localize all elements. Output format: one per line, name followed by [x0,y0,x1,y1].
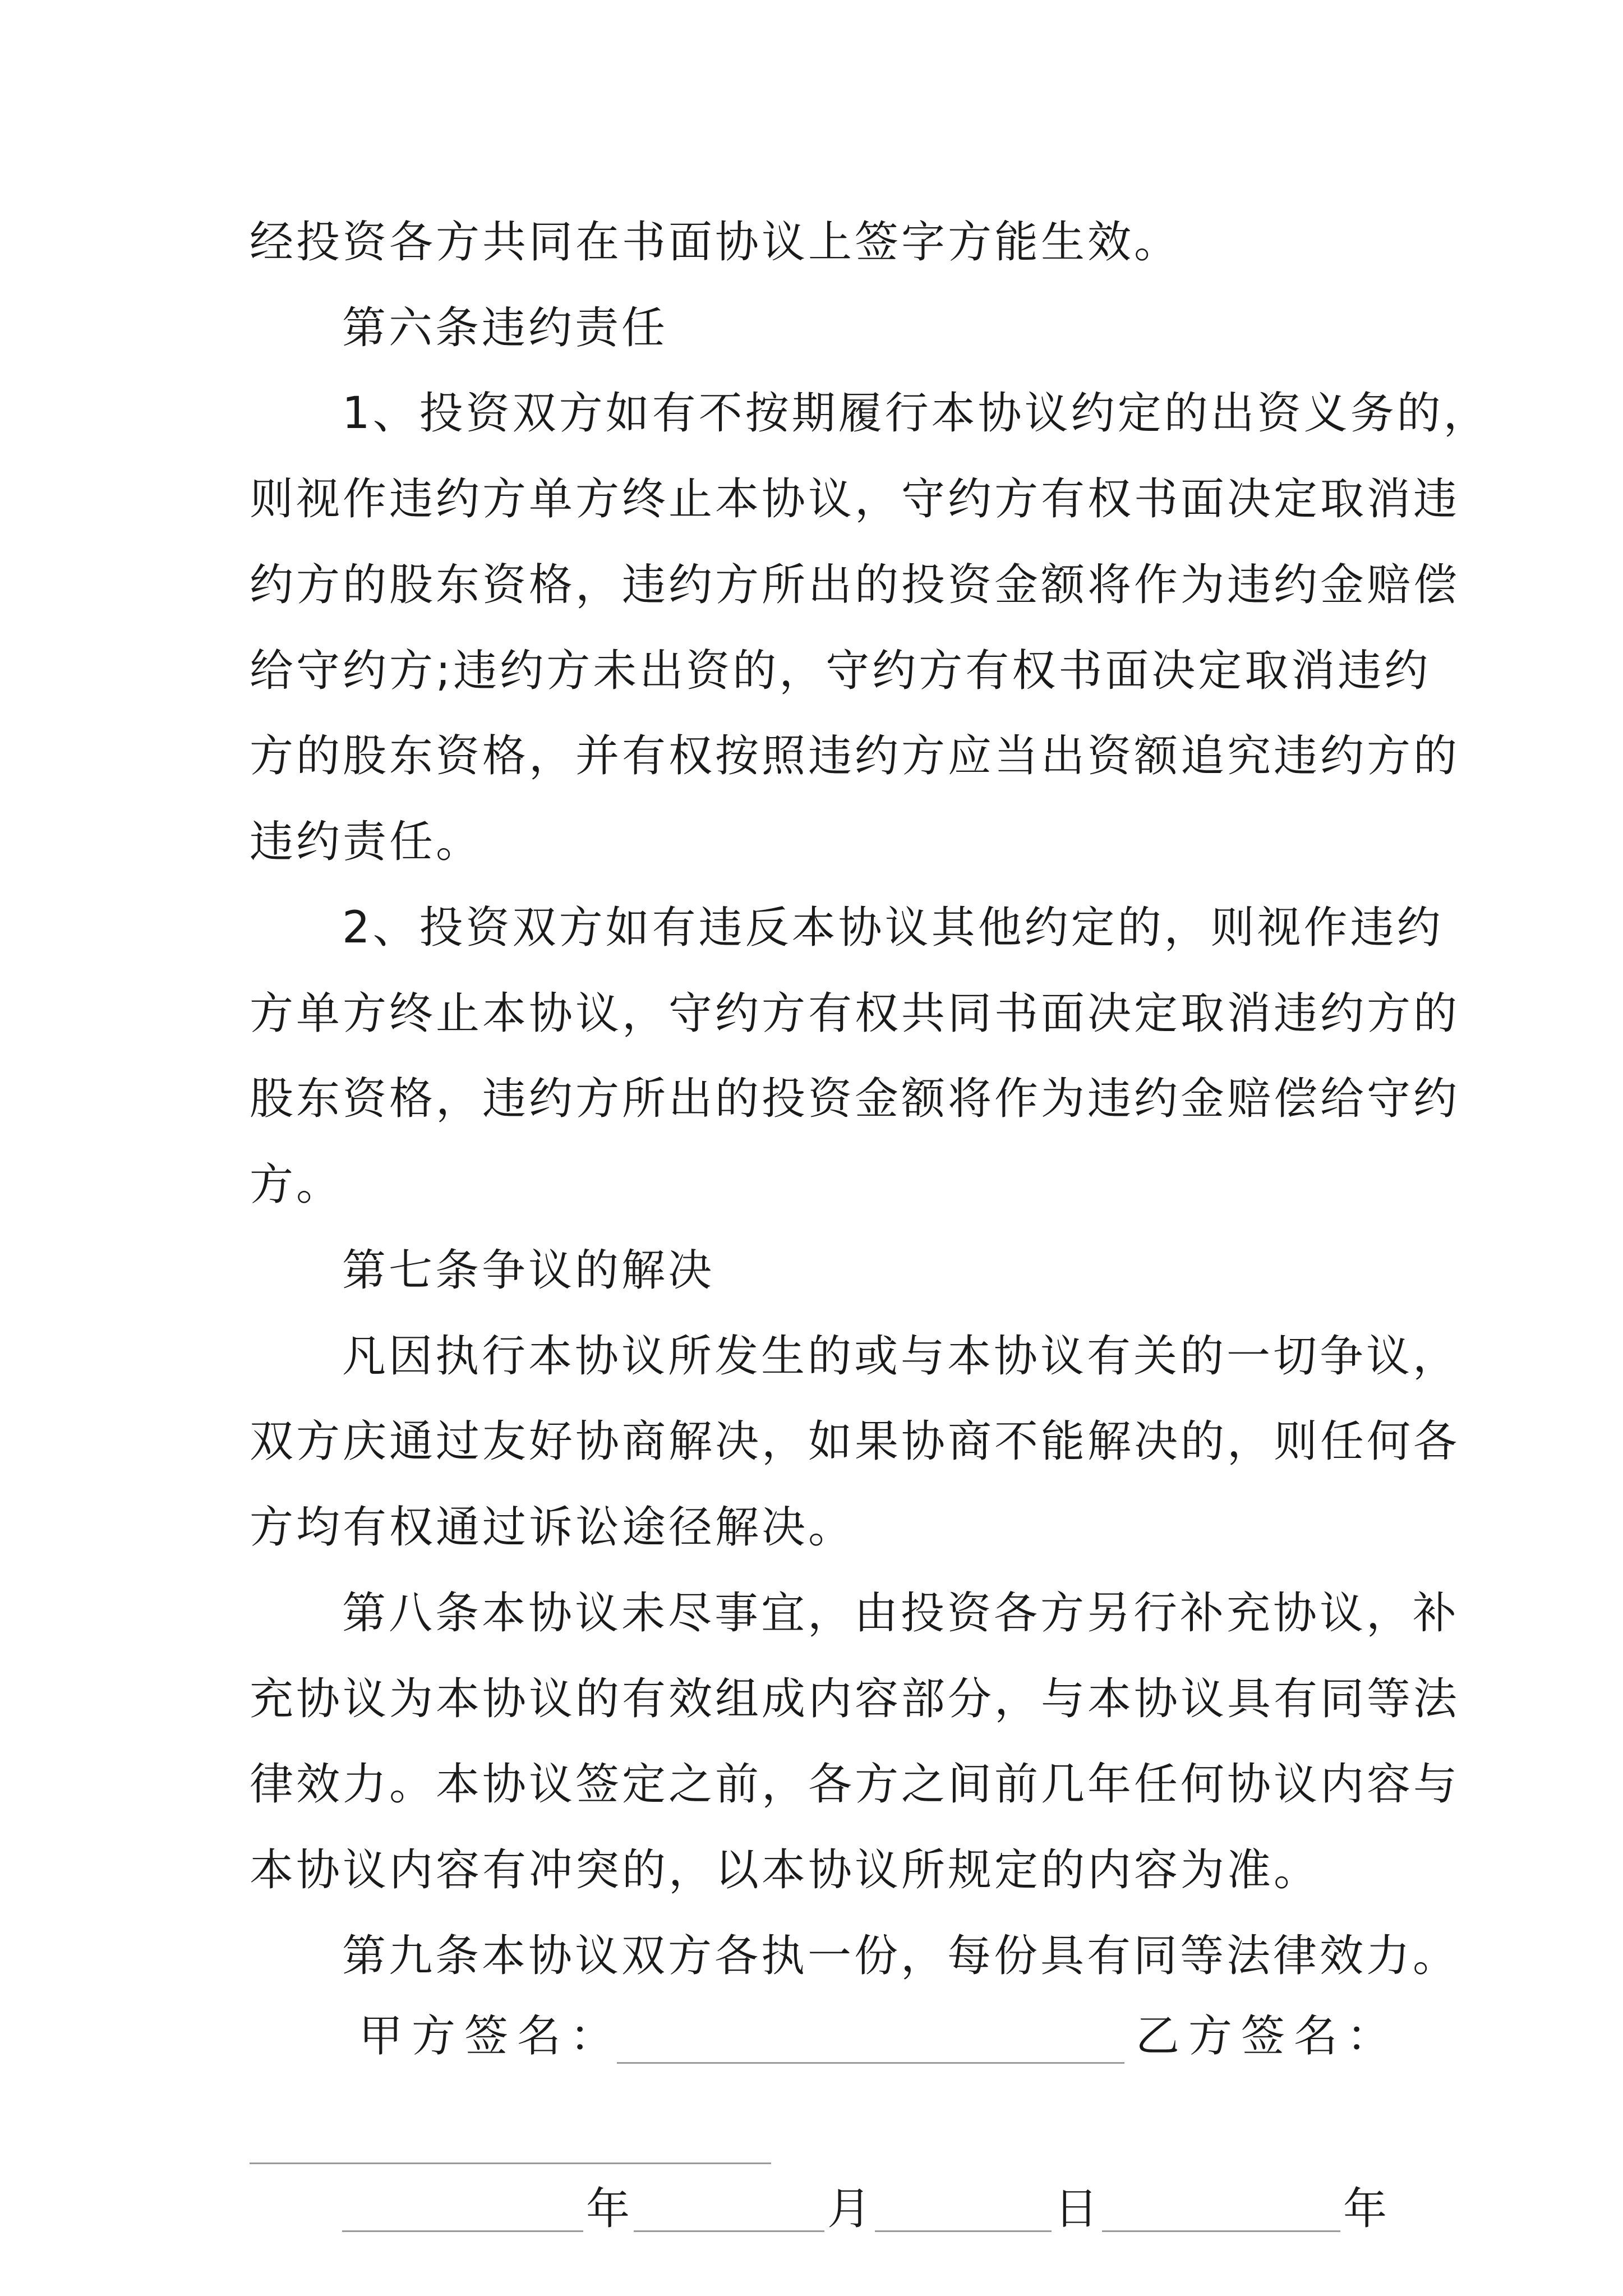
paragraph-line: 双方庆通过友好协商解决，如果协商不能解决的，则任何各 [250,1416,1460,1467]
paragraph-line: 方单方终止本协议，守约方有权共同书面决定取消违约方的 [250,988,1460,1039]
party-a-signature-label: 甲方签名： [359,2011,623,2062]
article-heading: 第七条争议的解决 [342,1245,715,1296]
paragraph-line: 方均有权通过诉讼途径解决。 [250,1502,855,1553]
party-a-signature-line[interactable] [617,2062,1124,2064]
paragraph-line: 股东资格，违约方所出的投资金额将作为违约金赔偿给守约 [250,1074,1460,1124]
paragraph-line: 律效力。本协议签定之前，各方之间前几年任何协议内容与 [250,1759,1460,1810]
paragraph-line: 1、投资双方如有不按期履行本协议约定的出资义务的， [342,388,1490,439]
day-label: 日 [1054,2184,1099,2234]
paragraph-line: 第九条本协议双方各执一份，每份具有同等法律效力。 [342,1931,1460,1981]
paragraph-line: 2、投资双方如有违反本协议其他约定的，则视作违约 [342,903,1444,953]
year-blank[interactable] [342,2230,583,2232]
paragraph-line: 方。 [250,1159,343,1210]
month-label: 月 [827,2184,872,2234]
paragraph-line: 凡因执行本协议所发生的或与本协议有关的一切争议， [342,1331,1460,1382]
party-b-signature-label: 乙方签名： [1136,2011,1400,2062]
day-blank[interactable] [875,2230,1052,2232]
paragraph-line: 第八条本协议未尽事宜，由投资各方另行补充协议，补 [342,1588,1460,1639]
year-label: 年 [586,2184,630,2234]
paragraph-line: 经投资各方共同在书面协议上签字方能生效。 [250,217,1181,268]
year-blank-2[interactable] [1102,2230,1340,2232]
paragraph-line: 本协议内容有冲突的，以本协议所规定的内容为准。 [250,1845,1321,1895]
party-b-signature-line[interactable] [250,2162,771,2164]
paragraph-line: 约方的股东资格，违约方所出的投资金额将作为违约金赔偿 [250,560,1460,610]
paragraph-line: 则视作违约方单方终止本协议，守约方有权书面决定取消违 [250,474,1460,524]
month-blank[interactable] [634,2230,824,2232]
paragraph-line: 给守约方;违约方未出资的，守约方有权书面决定取消违约 [250,646,1431,696]
paragraph-line: 违约责任。 [250,817,483,867]
paragraph-line: 方的股东资格，并有权按照违约方应当出资额追究违约方的 [250,731,1460,781]
year-label-2: 年 [1343,2184,1387,2234]
paragraph-line: 充协议为本协议的有效组成内容部分，与本协议具有同等法 [250,1674,1460,1724]
article-heading: 第六条违约责任 [342,303,668,353]
